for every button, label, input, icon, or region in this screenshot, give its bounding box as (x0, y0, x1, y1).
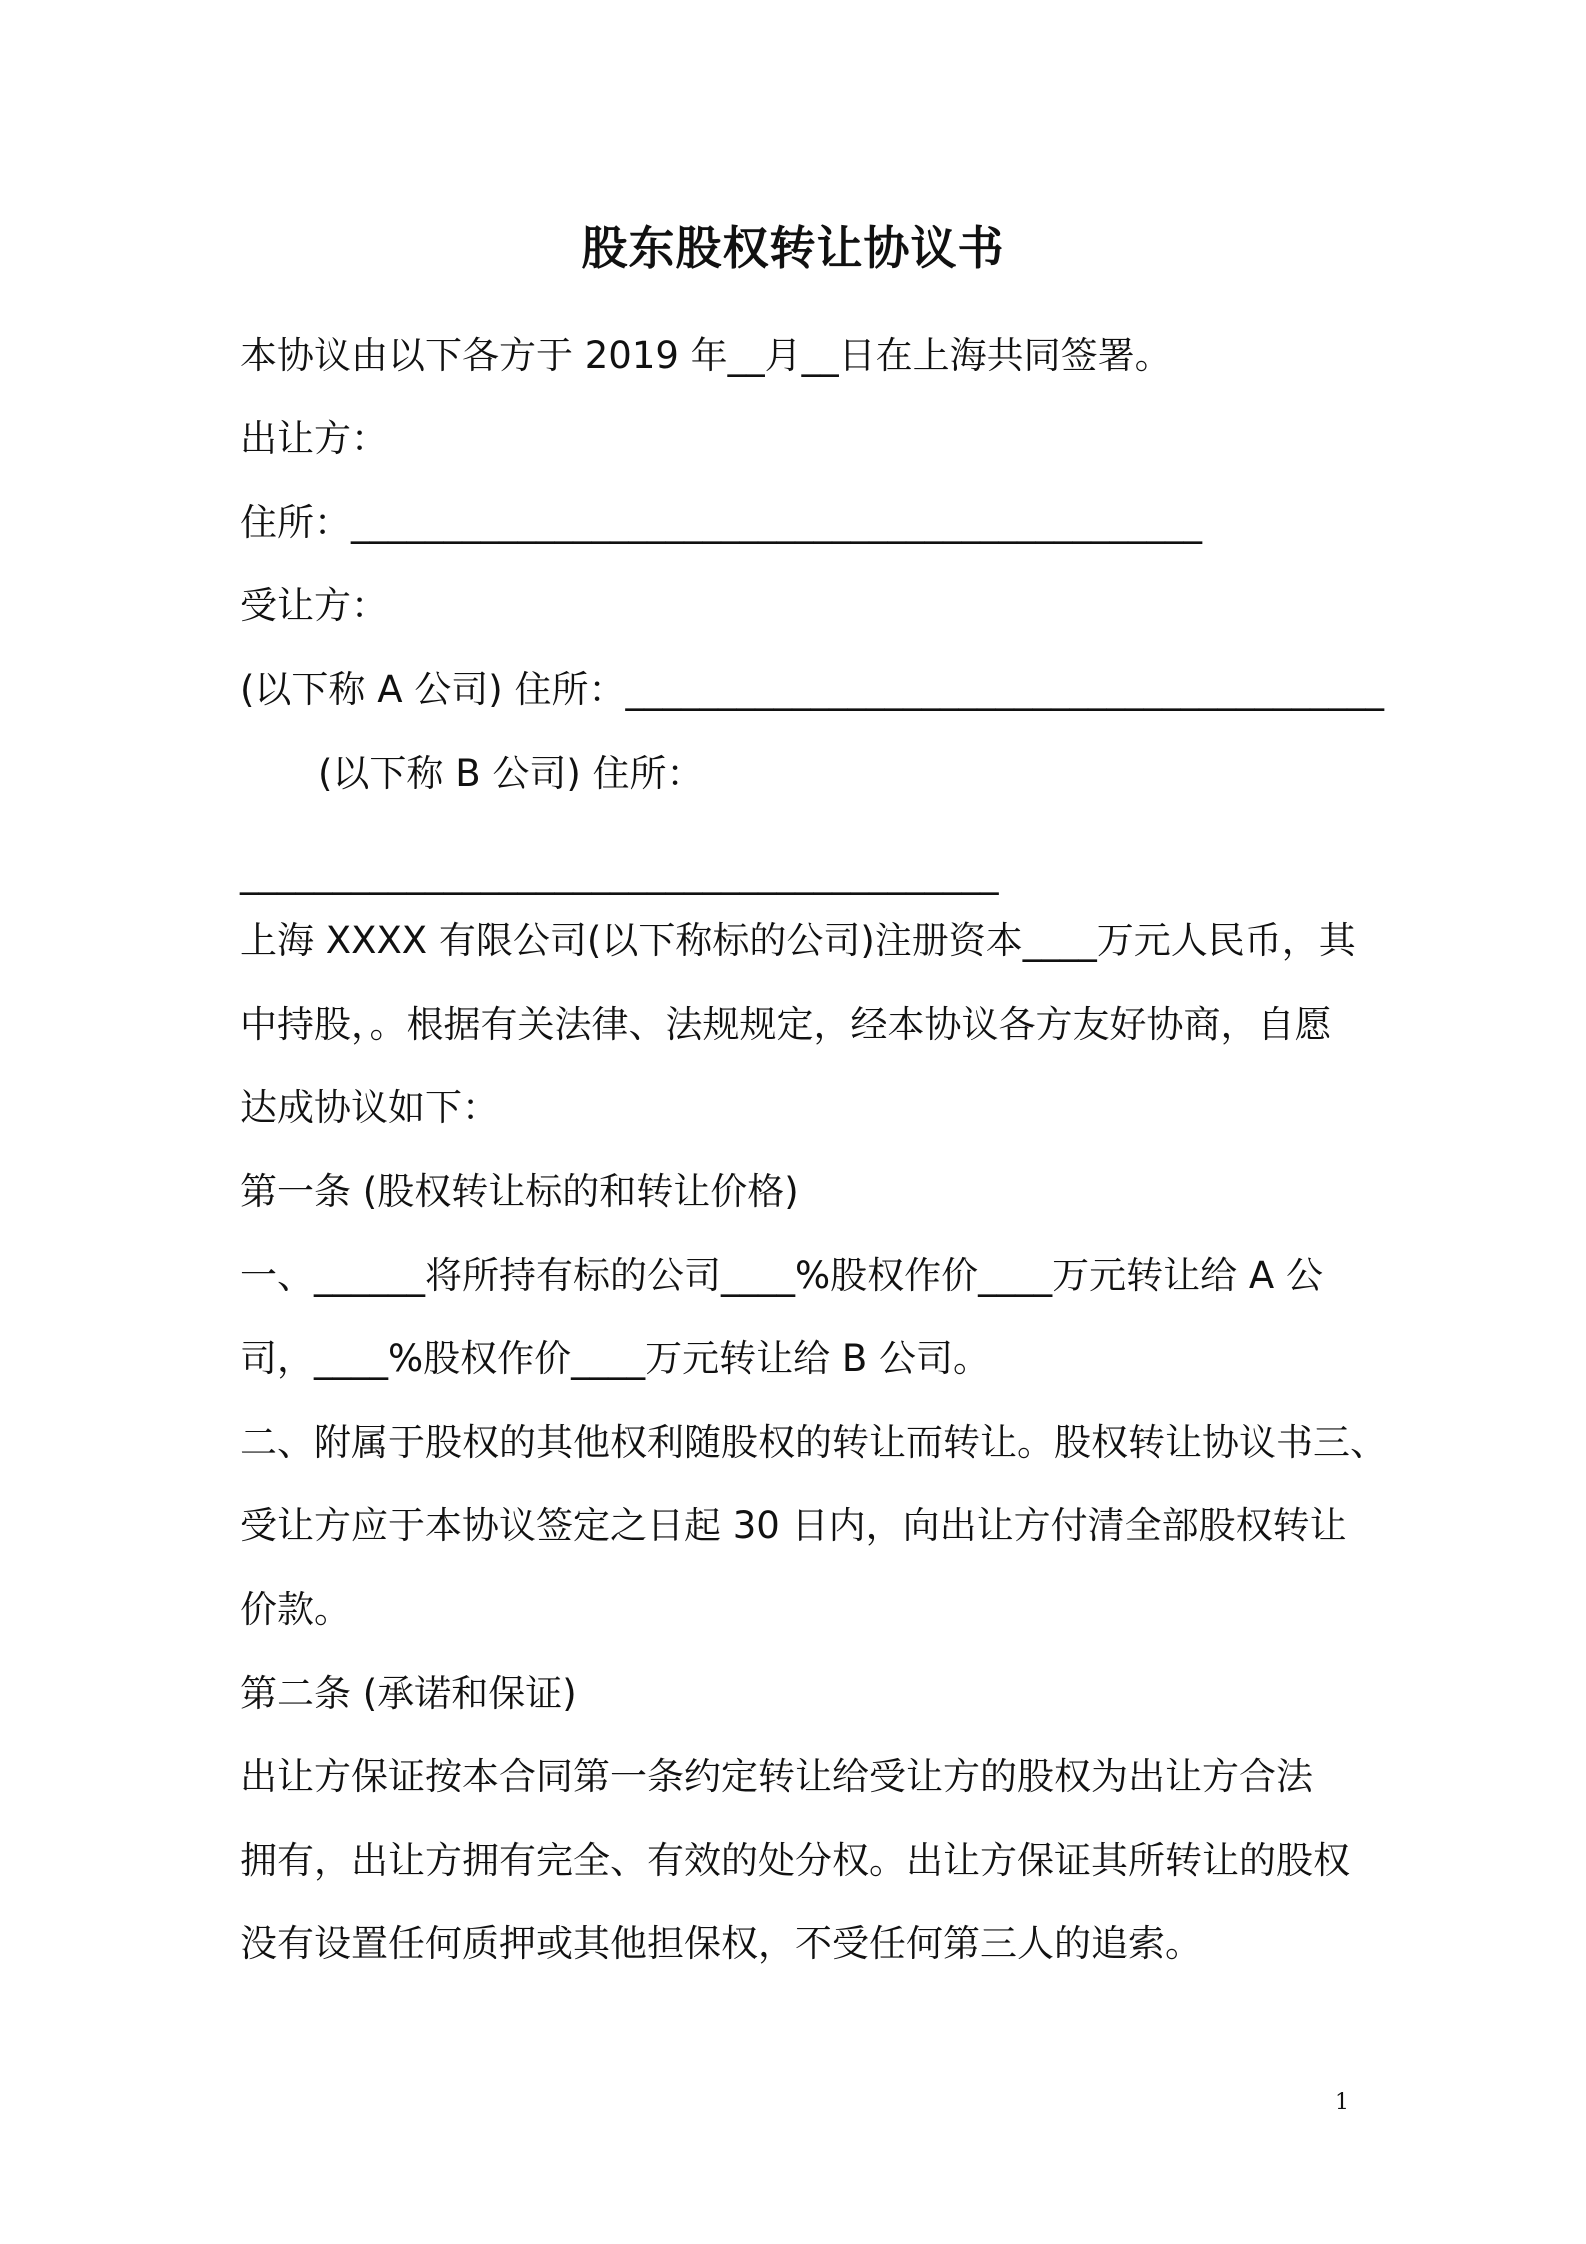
paragraph-line: 受让方应于本协议签定之日起 30 日内，向出让方付清全部股权转让 (240, 1504, 1347, 1547)
paragraph-line: 一、______将所持有标的公司____%股权作价____万元转让给 A 公 (240, 1254, 1323, 1297)
paragraph-line: 出让方保证按本合同第一条约定转让给受让方的股权为出让方合法 (240, 1755, 1313, 1798)
paragraph-line: 达成协议如下： (240, 1086, 499, 1129)
transferor-label: 出让方： (240, 417, 388, 460)
company-b-address: (以下称 B 公司) 住所： (318, 752, 704, 795)
company-b-address-blank: _________________________________________ (240, 852, 999, 895)
paragraph-line: 价款。 (240, 1588, 351, 1631)
transferor-address: 住所：______________________________________________ (240, 501, 1202, 544)
paragraph-line: 司，____%股权作价____万元转让给 B 公司。 (240, 1337, 991, 1380)
paragraph-line: 中持股，。根据有关法律、法规规定，经本协议各方友好协商，自愿 (240, 1003, 1332, 1046)
paragraph-line: 二、附属于股权的其他权利随股权的转让而转让。股权转让协议书三、 (240, 1421, 1387, 1464)
article-1-heading: 第一条 (股权转让标的和转让价格) (240, 1170, 799, 1213)
paragraph-line: 没有设置任何质押或其他担保权，不受任何第三人的追索。 (240, 1922, 1202, 1965)
paragraph-line: 上海 XXXX 有限公司(以下称标的公司)注册资本____万元人民币，其 (240, 919, 1356, 962)
page-number: 1 (1335, 2090, 1349, 2115)
transferee-label: 受让方： (240, 584, 388, 627)
document-title: 股东股权转让协议书 (581, 221, 1005, 275)
signing-date-line: 本协议由以下各方于 2019 年__月__日在上海共同签署。 (240, 334, 1172, 377)
article-2-heading: 第二条 (承诺和保证) (240, 1672, 577, 1715)
paragraph-line: 拥有，出让方拥有完全、有效的处分权。出让方保证其所转让的股权 (240, 1839, 1350, 1882)
company-a-address: (以下称 A 公司) 住所：_________________________________________ (240, 668, 1384, 711)
